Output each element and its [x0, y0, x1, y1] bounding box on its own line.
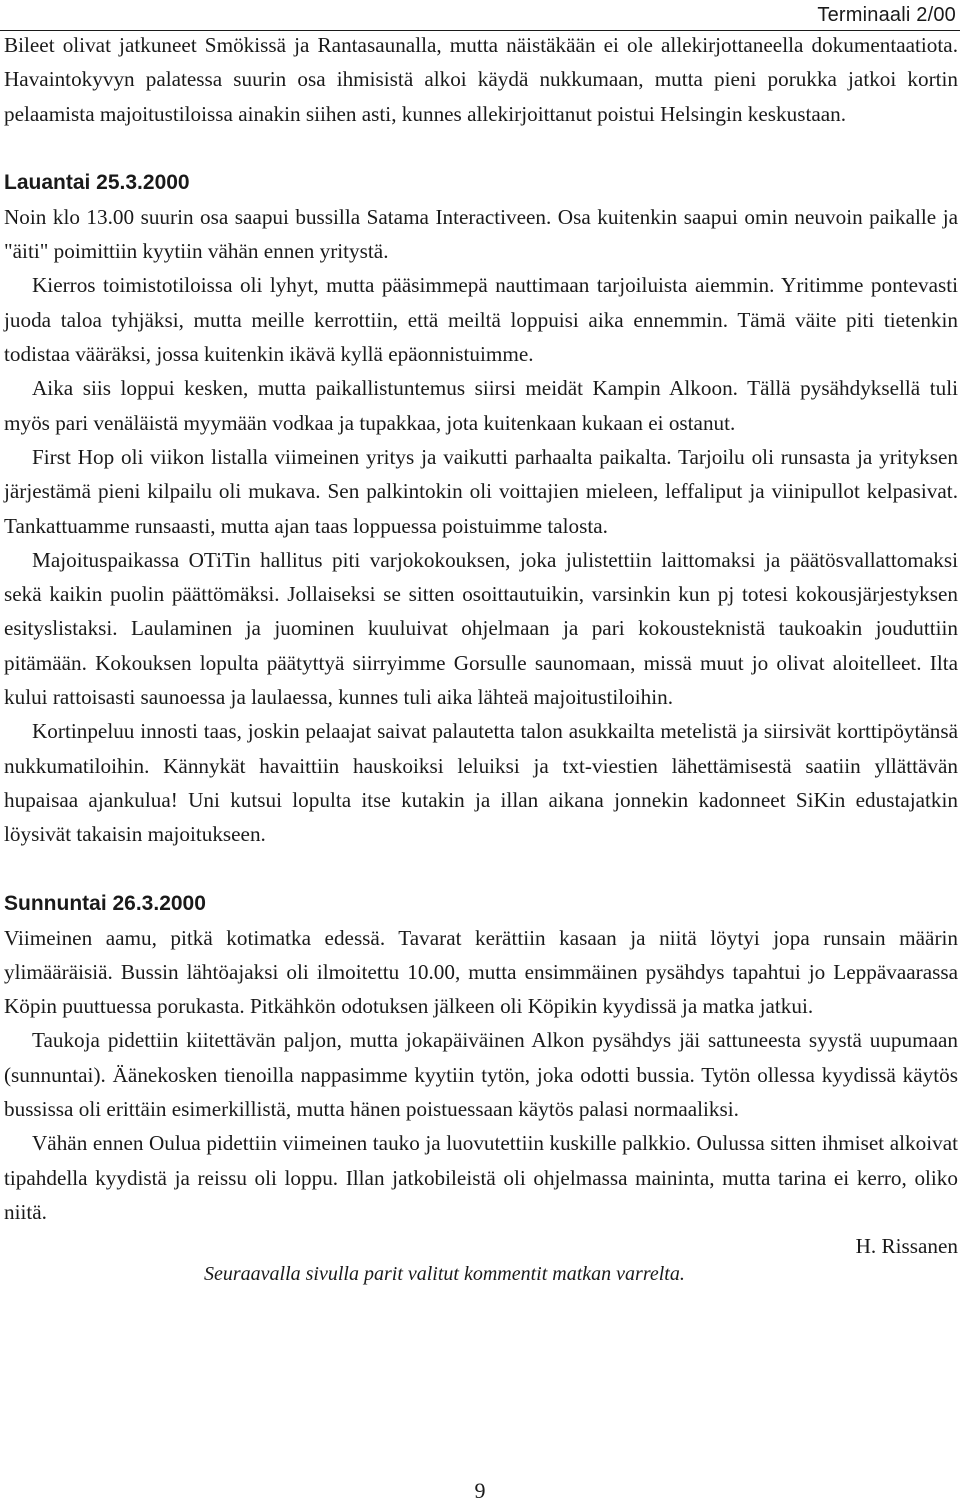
- saturday-paragraph: Kortinpeluu innosti taas, joskin pelaajat saivat palautetta talon asukkailta metelistä ja siirsivät korttipöytänsä nukkumatiloihin. Kännykät havaittiin hauskoiksi leluiksi ja txt-viestien lähettämisestä saatiin yllättävän hupaisaa ajankulua! Uni kutsui lopulta itse kutakin ja illan aikana jonnekin kadonneet SiKin edustajatkin löysivät takaisin majoitukseen.: [4, 719, 958, 847]
- signature-block: [4, 1229, 958, 1289]
- section-spacer: [4, 852, 958, 887]
- saturday-heading: Lauantai 25.3.2000: [4, 170, 190, 194]
- continuation-note: Seuraavalla sivulla parit valitut kommentit matkan varrelta.: [204, 1263, 685, 1286]
- running-header: Terminaali 2/00: [817, 4, 956, 26]
- sunday-paragraph: Taukoja pidettiin kiitettävän paljon, mutta jokapäiväinen Alkon pysähdys jäi sattuneesta syystä uupumaan (sunnuntai). Äänekosken tienoilla nappasimme kyytiin tytön, joka odotti bussia. Tytön ollessa kyydissä käytös bussissa oli erittäin esimerkillistä, mutta hänen poistuessaan käytös palasi normaaliksi.: [4, 1028, 958, 1122]
- saturday-paragraph: First Hop oli viikon listalla viimeinen yritys ja vaikutti parhaalta paikalta. Tarjoilu oli runsasta ja yrityksen järjestämä pieni kilpailu oli mukava. Sen palkintokin oli voittajien mieleen, leffaliput ja viinipullot kelpasivat. Tankattuamme runsaasti, mutta ajan taas loppuessa poistuimme talosta.: [4, 444, 958, 538]
- sunday-heading: Sunnuntai 26.3.2000: [4, 891, 206, 915]
- sunday-paragraph: Vähän ennen Oulua pidettiin viimeinen tauko ja luovutettiin kuskille palkkio. Oulussa sitten ihmiset alkoivat tipahdella kyydistä ja reissu oli loppu. Illan jatkobileistä oli ohjelmassa maininta, mutta tarina ei kerro, oliko niitä.: [4, 1131, 958, 1224]
- article-body: [4, 28, 958, 1289]
- saturday-paragraph: Aika siis loppui kesken, mutta paikallistuntemus siirsi meidät Kampin Alkoon. Tällä pysähdyksellä tuli myös pari venäläistä myymään vodkaa ja tupakkaa, jota kuitenkaan kukaan ei ostanut.: [4, 376, 958, 435]
- saturday-paragraph: Majoituspaikassa OTiTin hallitus piti varjokokouksen, joka julistettiin laittomaksi ja päätösvallattomaksi sekä kaikin puolin päättömäksi. Jollaiseksi se sitten osoittautuikin, varsinkin kun pj totesi kokousjärjestyksen esityslistaksi. Laulaminen ja juominen kuuluivat ohjelmaan ja pari kokousteknistä taukoakin jouduttiin pitämään. Kokouksen lopulta päätyttyä siirryimme Gorsulle saunomaan, missä muut jo olivat aloitelleet. Ilta kului rattoisasti saunoessa ja laulaessa, kunnes tuli aika lähteä majoitustiloihin.: [4, 547, 958, 710]
- section-spacer: [4, 131, 958, 166]
- saturday-paragraph: Noin klo 13.00 suurin osa saapui bussilla Satama Interactiveen. Osa kuitenkin saapui omin neuvoin paikalle ja "äiti" poimittiin kyytiin vähän ennen yritystä.: [4, 204, 958, 264]
- saturday-paragraph: Kierros toimistotiloissa oli lyhyt, mutta pääsimmepä nauttimaan tarjoiluista aiemmin. Yritimme pontevasti juoda taloa tyhjäksi, mutta meille kerrottiin, että meiltä loppuisi aika ennemmin. Tämä väite piti tietenkin todistaa vääräksi, jossa kuitenkin ikävä kyllä epäonnistuimme.: [4, 273, 958, 367]
- author-signature: H. Rissanen: [855, 1234, 958, 1259]
- sunday-paragraph: Viimeinen aamu, pitkä kotimatka edessä. Tavarat kerättiin kasaan ja niitä löytyi jopa runsain määrin ylimääräisiä. Bussin lähtöajaksi oli ilmoitettu 10.00, mutta ensimmäinen pysähdys tapahtui jo Leppävaarassa Köpin puuttuessa porukasta. Pitkähkön odotuksen jälkeen oli Köpikin kyydissä ja matka jatkui.: [4, 925, 958, 1019]
- intro-paragraph: Bileet olivat jatkuneet Smökissä ja Rantasaunalla, mutta näistäkään ei ole allekirjottaneella dokumentaatiota. Havaintokyvyn palatessa suurin osa ihmisistä alkoi käydä nukkumaan, mutta pieni porukka jatkoi kortin pelaamista majoitustiloissa ainakin siihen asti, kunnes allekirjoittanut poistui Helsingin keskustaan.: [4, 33, 958, 126]
- page-number: 9: [474, 1478, 486, 1503]
